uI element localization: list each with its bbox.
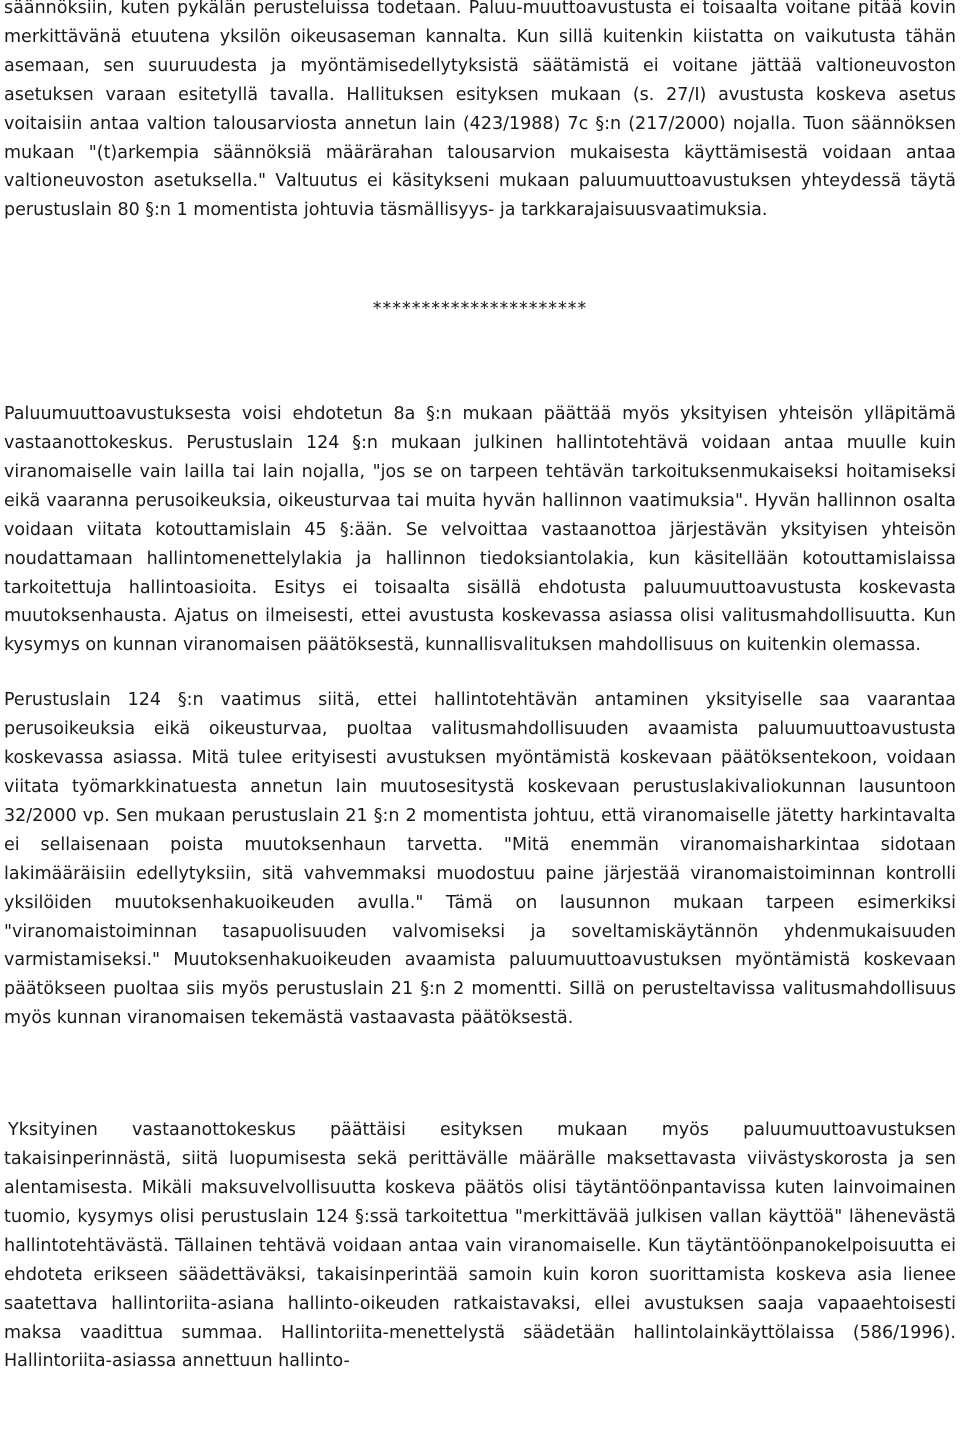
section-separator: ********************** — [372, 299, 588, 320]
document-page — [4, 0, 956, 1376]
paragraph-3: Perustuslain 124 §:n vaatimus siitä, ettei hallintotehtävän antaminen yksityiselle saa vaarantaa perusoikeuksia eikä oikeusturvaa, puoltaa valitusmahdollisuuden avaamista paluumuuttoavustusta koskevassa asiassa. Mitä tulee erityisesti avustuksen myöntämistä koskevaan päätöksentekoon, voidaan viitata työmarkkinatuesta annetun lain muutosesitystä koskevaan perustuslakivaliokunnan lausuntoon 32/2000 vp. Sen mukaan perustuslain 21 §:n 2 momentista johtuu, että viranomaiselle jätetty harkintavalta ei sellaisenaan poista muutoksenhaun tarvetta. "Mitä enemmän viranomaisharkintaa sidotaan lakimääräisiin edellytyksiin, sitä vahvemmaksi muodostuu paine järjestää viranomaistoiminnan kontrolli yksilöiden muutoksenhakuoikeuden avulla." Tämä on lausunnon mukaan tarpeen esimerkiksi "viranomaistoiminnan tasapuolisuuden valvomiseksi ja soveltamiskäytännön yhdenmukaisuuden varmistamiseksi." Muutoksenhakuoikeuden avaamista paluumuuttoavustuksen myöntämistä koskevaan päätökseen puoltaa siis myös perustuslain 21 §:n 2 momentti. Sillä on perusteltavissa valitusmahdollisuus myös kunnan viranomaisen tekemästä vastaavasta päätöksestä. — [4, 690, 956, 1029]
paragraph-2: Paluumuuttoavustuksesta voisi ehdotetun 8a §:n mukaan päättää myös yksityisen yhteisön ylläpitämä vastaanottokeskus. Perustuslain 124 §:n mukaan julkinen hallintotehtävä voidaan antaa muulle kuin viranomaiselle vain lailla tai lain nojalla, "jos se on tarpeen tehtävän tarkoituksenmukaiseksi hoitamiseksi eikä vaaranna perusoikeuksia, oikeusturvaa tai muita hyvän hallinnon vaatimuksia". Hyvän hallinnon osalta voidaan viitata kotouttamislain 45 §:ään. Se velvoittaa vastaanottoa järjestävän yksityisen yhteisön noudattamaan hallintomenettelylakia ja hallinnon tiedoksiantolakia, kun käsitellään kotouttamislaissa tarkoitettuja hallintoasioita. Esitys ei toisaalta sisällä ehdotusta paluumuuttoavustusta koskevasta muutoksenhausta. Ajatus on ilmeisesti, ettei avustusta koskevassa asiassa olisi valitusmahdollisuutta. Kun kysymys on kunnan viranomaisen päätöksestä, kunnallisvalituksen mahdollisuus on kuitenkin olemassa. — [4, 404, 956, 656]
paragraph-1: säännöksiin, kuten pykälän perusteluissa todetaan. Paluu-muuttoavustusta ei toisaalta voitane pitää kovin merkittävänä etuutena yksilön oikeusaseman kannalta. Kun sillä kuitenkin kiistatta on vaikutusta tähän asemaan, sen suuruudesta ja myöntämisedellytyksistä säätämistä ei voitane jättää valtioneuvoston asetuksen varaan esitetyllä tavalla. Hallituksen esityksen mukaan (s. 27/I) avustusta koskeva asetus voitaisiin antaa valtion talousarviosta annetun lain (423/1988) 7c §:n (217/2000) nojalla. Tuon säännöksen mukaan "(t)arkempia säännöksiä määrärahan talousarvion mukaisesta käyttämisestä voidaan antaa valtioneuvoston asetuksella." Valtuutus ei käsitykseni mukaan paluumuuttoavustuksen yhteydessä täytä perustuslain 80 §:n 1 momentista johtuvia täsmällisyys- ja tarkkarajaisuusvaatimuksia. — [4, 0, 956, 221]
paragraph-4: Yksityinen vastaanottokeskus päättäisi esityksen mukaan myös paluumuuttoavustuksen takaisinperinnästä, siitä luopumisesta sekä perittävälle määrälle maksettavasta viivästyskorosta ja sen alentamisesta. Mikäli maksuvelvollisuutta koskeva päätös olisi täytäntöönpantavissa kuten lainvoimainen tuomio, kysymys olisi perustuslain 124 §:ssä tarkoitettua "merkittävää julkisen vallan käyttöä" lähenevästä hallintotehtävästä. Tällainen tehtävä voidaan antaa vain viranomaiselle. Kun täytäntöönpanokelpoisuutta ei ehdoteta erikseen säädettäväksi, takaisinperintää samoin kuin koron suorittamista koskeva asia lienee saatettava hallintoriita-asiana hallinto-oikeuden ratkaistavaksi, ellei avustuksen saaja vapaaehtoisesti maksa vaadittua summaa. Hallintoriita-menettelystä säädetään hallintolainkäyttölaissa (586/1996). Hallintoriita-asiassa annettuun hallinto- — [4, 1120, 956, 1372]
